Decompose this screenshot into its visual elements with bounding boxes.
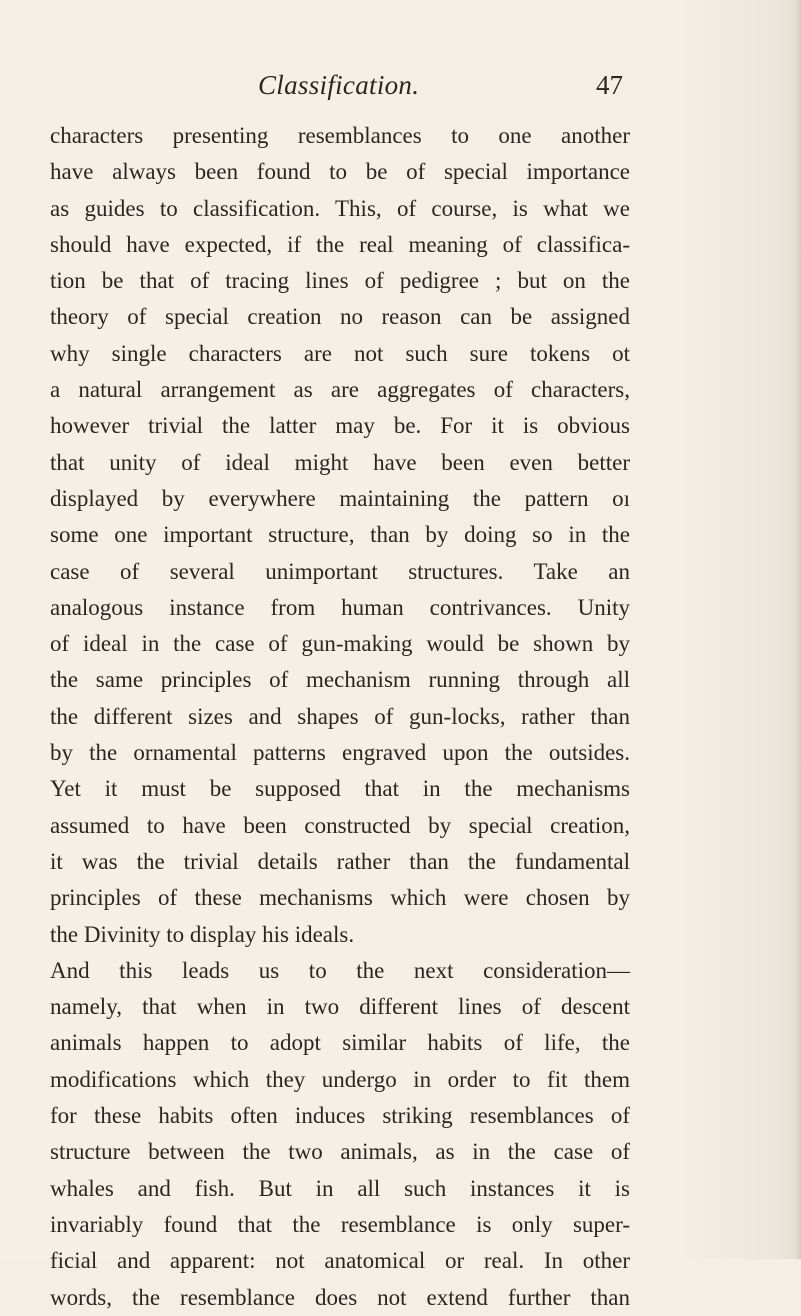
text-line: the same principles of mechanism running through all xyxy=(50,667,630,693)
text-line: structure between the two animals, as in the case of xyxy=(50,1139,630,1165)
body-text xyxy=(50,118,630,1316)
text-line: of ideal in the case of gun-making would be shown by xyxy=(50,631,630,657)
text-line: animals happen to adopt similar habits of life, the xyxy=(50,1030,630,1056)
page-edge-shadow xyxy=(795,0,801,1259)
text-line: principles of these mechanisms which were chosen by xyxy=(50,885,630,911)
running-head xyxy=(0,70,801,110)
text-line: analogous instance from human contrivances. Unity xyxy=(50,594,630,620)
text-line: Yet it must be supposed that in the mechanisms xyxy=(50,776,630,802)
text-line: case of several unimportant structures. Take an xyxy=(50,558,630,584)
text-line: theory of special creation no reason can be assigned xyxy=(50,304,630,330)
text-line: it was the trivial details rather than the fundamental xyxy=(50,848,630,874)
text-line: however trivial the latter may be. For it is obvious xyxy=(50,413,630,439)
text-line: tion be that of tracing lines of pedigree ; but on the xyxy=(50,268,630,294)
text-line: by the ornamental patterns engraved upon the outsides. xyxy=(50,740,630,766)
text-line: assumed to have been constructed by special creation, xyxy=(50,812,630,838)
text-line: a natural arrangement as are aggregates of characters, xyxy=(50,377,630,403)
text-line: words, the resemblance does not extend further than xyxy=(50,1284,630,1310)
text-line: have always been found to be of special importance xyxy=(50,159,630,185)
text-line: should have expected, if the real meaning of classifica- xyxy=(50,231,630,257)
text-line: why single characters are not such sure tokens ot xyxy=(50,340,630,366)
text-line: that unity of ideal might have been even better xyxy=(50,449,630,475)
text-line: characters presenting resemblances to one another xyxy=(50,123,630,148)
text-line: modifications which they undergo in order to fit them xyxy=(50,1066,630,1092)
page-number: 47 xyxy=(596,70,623,100)
text-line: displayed by everywhere maintaining the pattern oı xyxy=(50,485,630,511)
text-line: ficial and apparent: not anatomical or real. In other xyxy=(50,1248,630,1274)
text-line: for these habits often induces striking resemblances of xyxy=(50,1103,630,1129)
text-line: whales and fish. But in all such instances it is xyxy=(50,1175,630,1201)
paragraph-end-line: the Divinity to display his ideals. xyxy=(50,921,355,947)
running-title: Classification. xyxy=(258,70,420,100)
paragraph-start-line: And this leads us to the next consideration— xyxy=(50,957,630,983)
text-line: namely, that when in two different lines of descent xyxy=(50,994,630,1020)
text-line: some one important structure, than by doing so in the xyxy=(50,522,630,548)
text-line: the different sizes and shapes of gun-locks, rather than xyxy=(50,703,630,729)
text-line: invariably found that the resemblance is only super- xyxy=(50,1211,630,1237)
text-line: as guides to classification. This, of course, is what we xyxy=(50,195,630,221)
